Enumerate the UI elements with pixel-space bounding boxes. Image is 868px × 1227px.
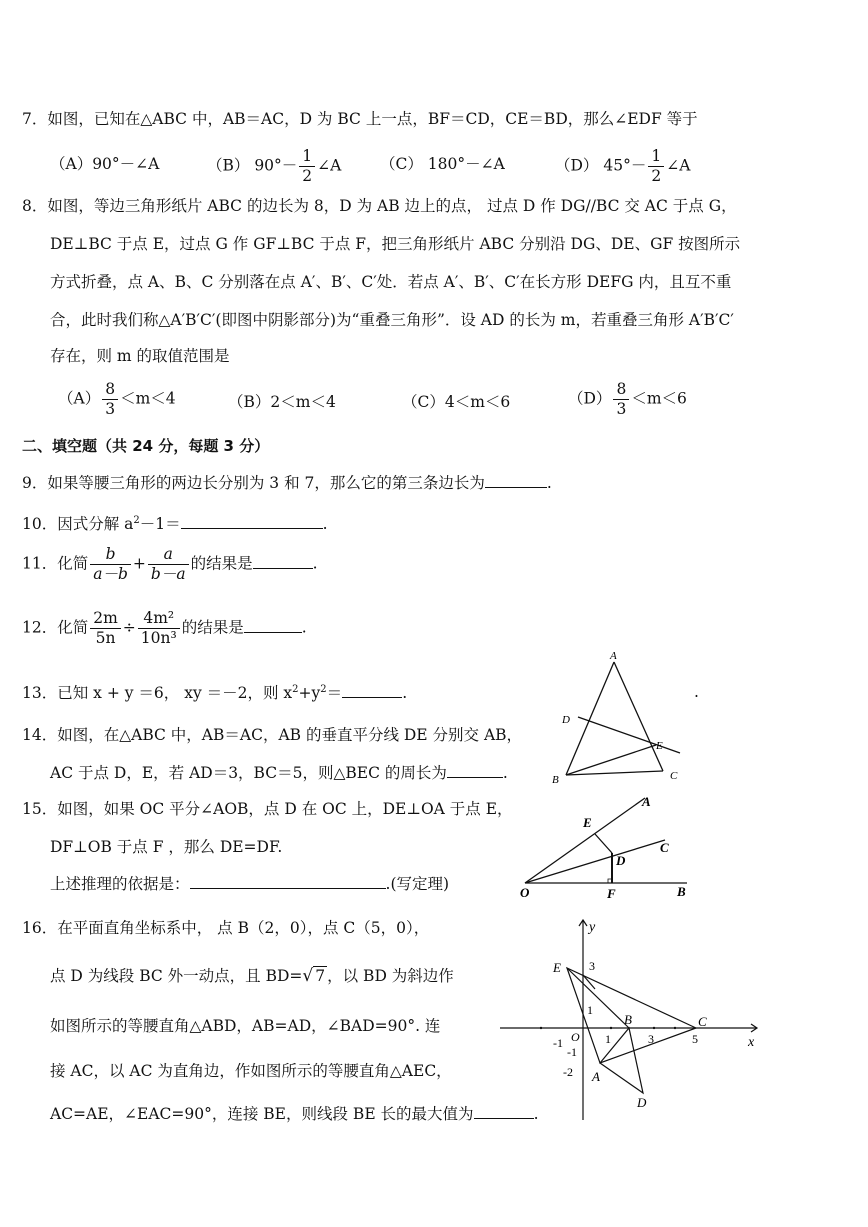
figure-q16-coordinate-plane (495, 915, 770, 1125)
q12-fraction-2: $\frac{\text{4m²}}{\text{10n³}}$ (138, 609, 180, 648)
q11-fraction-2: $\frac{a}{b-a}$ (148, 545, 189, 584)
q7-option-c: （C） 180°－∠A (380, 155, 505, 173)
label-e: E (583, 815, 592, 830)
label-f: F (607, 886, 616, 900)
q14-answer-blank[interactable] (447, 763, 503, 778)
figure-q15-angle-bisector (515, 790, 700, 900)
ray-oa (525, 798, 645, 883)
label-d: D (562, 714, 570, 726)
label-e: E (656, 740, 663, 752)
label-origin: O (571, 1030, 580, 1044)
q12-answer-blank[interactable] (244, 618, 302, 633)
q8-line-5: 存在，则 m 的取值范围是 (50, 347, 230, 365)
side-ab (566, 662, 614, 775)
q13: 13．已知 x + y ＝6， xy ＝－2，则 $x^2+y^2=$ . (22, 684, 408, 703)
label-c: C (660, 840, 669, 855)
q8-line-1: 8．如图，等边三角形纸片 ABC 的边长为 8，D 为 AB 边上的点， 过点 D 作 DG//BC 交 AC 于点 G， (22, 197, 737, 215)
tick-y-1: 1 (587, 1003, 593, 1017)
q11-answer-blank[interactable] (253, 554, 313, 569)
side-bc (566, 771, 663, 775)
label-d: D (637, 1095, 647, 1110)
q16-line-3: 如图所示的等腰直角△ABD，AB=AD，∠BAD=90°. 连 (50, 1017, 441, 1035)
q11-fraction-1: $\frac{b}{a-b}$ (90, 545, 131, 584)
q7-option-d (555, 147, 690, 186)
q13-answer-blank[interactable] (342, 683, 402, 698)
label-o: O (520, 885, 530, 900)
q11: 11．化简 $\frac{b}{a-b}$ + $\frac{a}{b-a}$ 的结果是 . (22, 545, 318, 583)
sqrt-radical-icon: √ (302, 966, 314, 986)
side-ac (614, 662, 663, 771)
label-c: C (698, 1014, 707, 1029)
label-b: B (677, 884, 686, 899)
q7-stem: 7．如图，已知在△ABC 中，AB＝AC，D 为 BC 上一点，BF＝CD，CE＝BD，那么∠EDF 等于 (22, 110, 698, 128)
q8-option-b: （B）2＜m＜4 (228, 393, 336, 411)
label-b: B (624, 1012, 632, 1027)
segment-de (595, 834, 612, 853)
label-c: C (670, 770, 678, 782)
q8-line-2: DE⊥BC 于点 E，过点 G 作 GF⊥BC 于点 F，把三角形纸片 ABC 分别沿 DG、DE、GF 按图所示 (50, 235, 741, 253)
q15-line-3: 上述推理的依据是： .(写定理) (50, 875, 450, 893)
q7-option-d-prefix: （D） 45°－ (555, 156, 647, 175)
tick-y-minus-2: -2 (563, 1065, 573, 1079)
q8-option-d: （D） $\frac{8}{3}$ ＜m＜6 (568, 380, 687, 418)
label-a: A (610, 650, 617, 662)
stray-dot: . (694, 683, 699, 701)
q16-line-5: AC=AE，∠EAC=90°，连接 BE，则线段 BE 长的最大值为 . (50, 1105, 539, 1123)
q7-option-b-suffix: ∠A (317, 156, 342, 175)
q16-line-2: 点 D 为线段 BC 外一动点，且 BD=√ 7 ，以 BD 为斜边作 (50, 966, 454, 986)
q9-answer-blank[interactable] (485, 473, 547, 488)
segment-be (566, 745, 656, 775)
q14-line-1: 14．如图，在△ABC 中，AB＝AC，AB 的垂直平分线 DE 分别交 AB， (22, 726, 523, 744)
q16-line-1: 16．在平面直角坐标系中， 点 B（2，0），点 C（5，0）， (22, 919, 430, 937)
q8-option-d-fraction: $\frac{8}{3}$ (613, 380, 629, 419)
q8-option-a-fraction: $\frac{8}{3}$ (102, 380, 118, 419)
q10-answer-blank[interactable] (181, 514, 323, 529)
q12-fraction-1: $\frac{2m}{5n}$ (90, 609, 121, 648)
q8-option-c: （C）4＜m＜6 (402, 393, 511, 411)
label-e: E (553, 960, 561, 975)
q9: 9．如果等腰三角形的两边长分别为 3 和 7，那么它的第三条边长为 . (22, 474, 552, 492)
q8-option-a: （A） $\frac{8}{3}$ ＜m＜4 (58, 380, 176, 418)
q7-option-b (207, 147, 341, 186)
q16-line-4: 接 AC，以 AC 为直角边，作如图所示的等腰直角△AEC， (50, 1062, 452, 1080)
q7-option-b-fraction: $\frac{1}{2}$ (299, 147, 315, 186)
q15-line-1: 15．如图，如果 OC 平分∠AOB，点 D 在 OC 上，DE⊥OA 于点 E， (22, 800, 513, 818)
label-d: D (616, 853, 626, 868)
axis-label-x: x (748, 1035, 755, 1050)
q15-answer-blank[interactable] (190, 874, 386, 889)
tick-x-1: 1 (605, 1032, 611, 1046)
tick-y-minus-1: -1 (567, 1045, 577, 1059)
q7-option-d-suffix: ∠A (666, 156, 691, 175)
label-b: B (552, 774, 559, 785)
ray-oc (525, 840, 665, 883)
q14-line-2: AC 于点 D，E，若 AD＝3，BC＝5，则△BEC 的周长为 . (50, 764, 508, 782)
tick-y-3: 3 (589, 959, 595, 973)
q12: 12．化简 $\frac{2m}{5n}$ ÷ $\frac{\text{4m²}}{\text{10n³}}$ 的结果是 . (22, 609, 307, 647)
tick-x-minus-1: -1 (553, 1036, 563, 1050)
q10: 10．因式分解 $a^2-1=$ . (22, 515, 328, 534)
axis-label-y: y (589, 920, 596, 935)
tick-x-5: 5 (692, 1032, 698, 1046)
label-a: A (642, 794, 651, 809)
label-a: A (592, 1069, 600, 1084)
section-heading-fill-in: 二、填空题（共 24 分，每题 3 分） (22, 437, 270, 455)
helper-line (583, 975, 595, 989)
line-de (578, 717, 680, 753)
q8-line-4: 合，此时我们称△A′B′C′(即图中阴影部分)为“重叠三角形”．设 AD 的长为 m，若重叠三角形 A′B′C′ (50, 311, 734, 329)
q15-line-2: DF⊥OB 于点 F ，那么 DE=DF. (50, 838, 283, 856)
q7-option-d-fraction: $\frac{1}{2}$ (648, 147, 664, 186)
figure-q14-triangle (540, 645, 690, 785)
tick-x-3: 3 (648, 1032, 654, 1046)
q7-option-b-prefix: （B） 90°－ (207, 156, 298, 175)
segment-be (567, 968, 629, 1028)
q8-line-3: 方式折叠，点 A、B、C 分别落在点 A′、B′、C′处．若点 A′、B′、C′在长方形 DEFG 内，且互不重 (50, 273, 732, 291)
q7-option-a: （A）90°－∠A (50, 155, 160, 173)
